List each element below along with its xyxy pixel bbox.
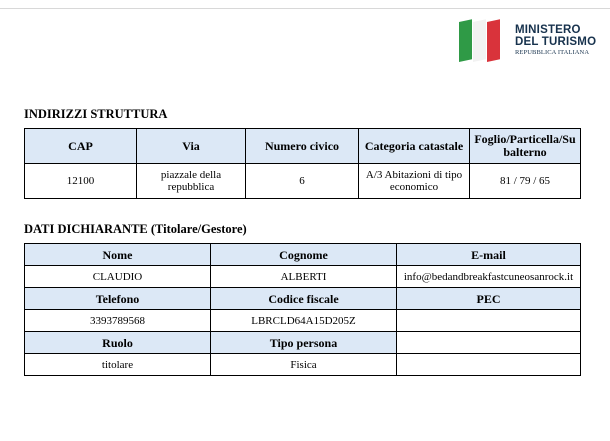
logo-line-1: MINISTERO (515, 24, 581, 36)
cell-tipo-persona: Fisica (211, 354, 397, 376)
table-header-row (25, 129, 581, 164)
cell-nome: CLAUDIO (25, 266, 211, 288)
header-cognome: Cognome (211, 244, 397, 266)
header-ruolo: Ruolo (25, 332, 211, 354)
header-via: Via (137, 129, 246, 164)
cell-foglio: 81 / 79 / 65 (470, 164, 581, 199)
header-pec: PEC (397, 288, 581, 310)
cell-cognome: ALBERTI (211, 266, 397, 288)
dichiarante-table (24, 243, 581, 376)
ministry-logo (459, 19, 599, 63)
section-title-indirizzi: INDIRIZZI STRUTTURA (24, 107, 168, 121)
cell-cap: 12100 (25, 164, 137, 199)
header-numero-civico: Numero civico (246, 129, 359, 164)
cell-empty (397, 332, 581, 354)
table-header-row (25, 332, 581, 354)
table-row (25, 310, 581, 332)
section-title-dichiarante: DATI DICHIARANTE (Titolare/Gestore) (24, 222, 247, 236)
header-foglio-particella: Foglio/Particella/Subalterno (470, 129, 581, 164)
table-row (25, 266, 581, 288)
table-header-row (25, 288, 581, 310)
table-header-row (25, 244, 581, 266)
top-divider (0, 8, 610, 9)
cell-codice-fiscale: LBRCLD64A15D205Z (211, 310, 397, 332)
indirizzi-table (24, 128, 581, 199)
logo-line-2: DEL TURISMO (515, 36, 597, 48)
header-tipo-persona: Tipo persona (211, 332, 397, 354)
header-telefono: Telefono (25, 288, 211, 310)
cell-empty (397, 354, 581, 376)
cell-categoria: A/3 Abitazioni di tipo economico (359, 164, 470, 199)
cell-numero-civico: 6 (246, 164, 359, 199)
cell-email: info@bedandbreakfastcuneosanrock.it (397, 266, 581, 288)
cell-via: piazzale della repubblica (137, 164, 246, 199)
table-row (25, 354, 581, 376)
cell-ruolo: titolare (25, 354, 211, 376)
cell-pec (397, 310, 581, 332)
table-row (25, 164, 581, 199)
header-categoria-catastale: Categoria catastale (359, 129, 470, 164)
italian-flag-icon (459, 19, 499, 63)
header-codice-fiscale: Codice fiscale (211, 288, 397, 310)
header-email: E-mail (397, 244, 581, 266)
header-nome: Nome (25, 244, 211, 266)
cell-telefono: 3393789568 (25, 310, 211, 332)
logo-text (515, 24, 596, 57)
header-cap: CAP (25, 129, 137, 164)
logo-line-3: REPUBBLICA ITALIANA (515, 49, 590, 56)
